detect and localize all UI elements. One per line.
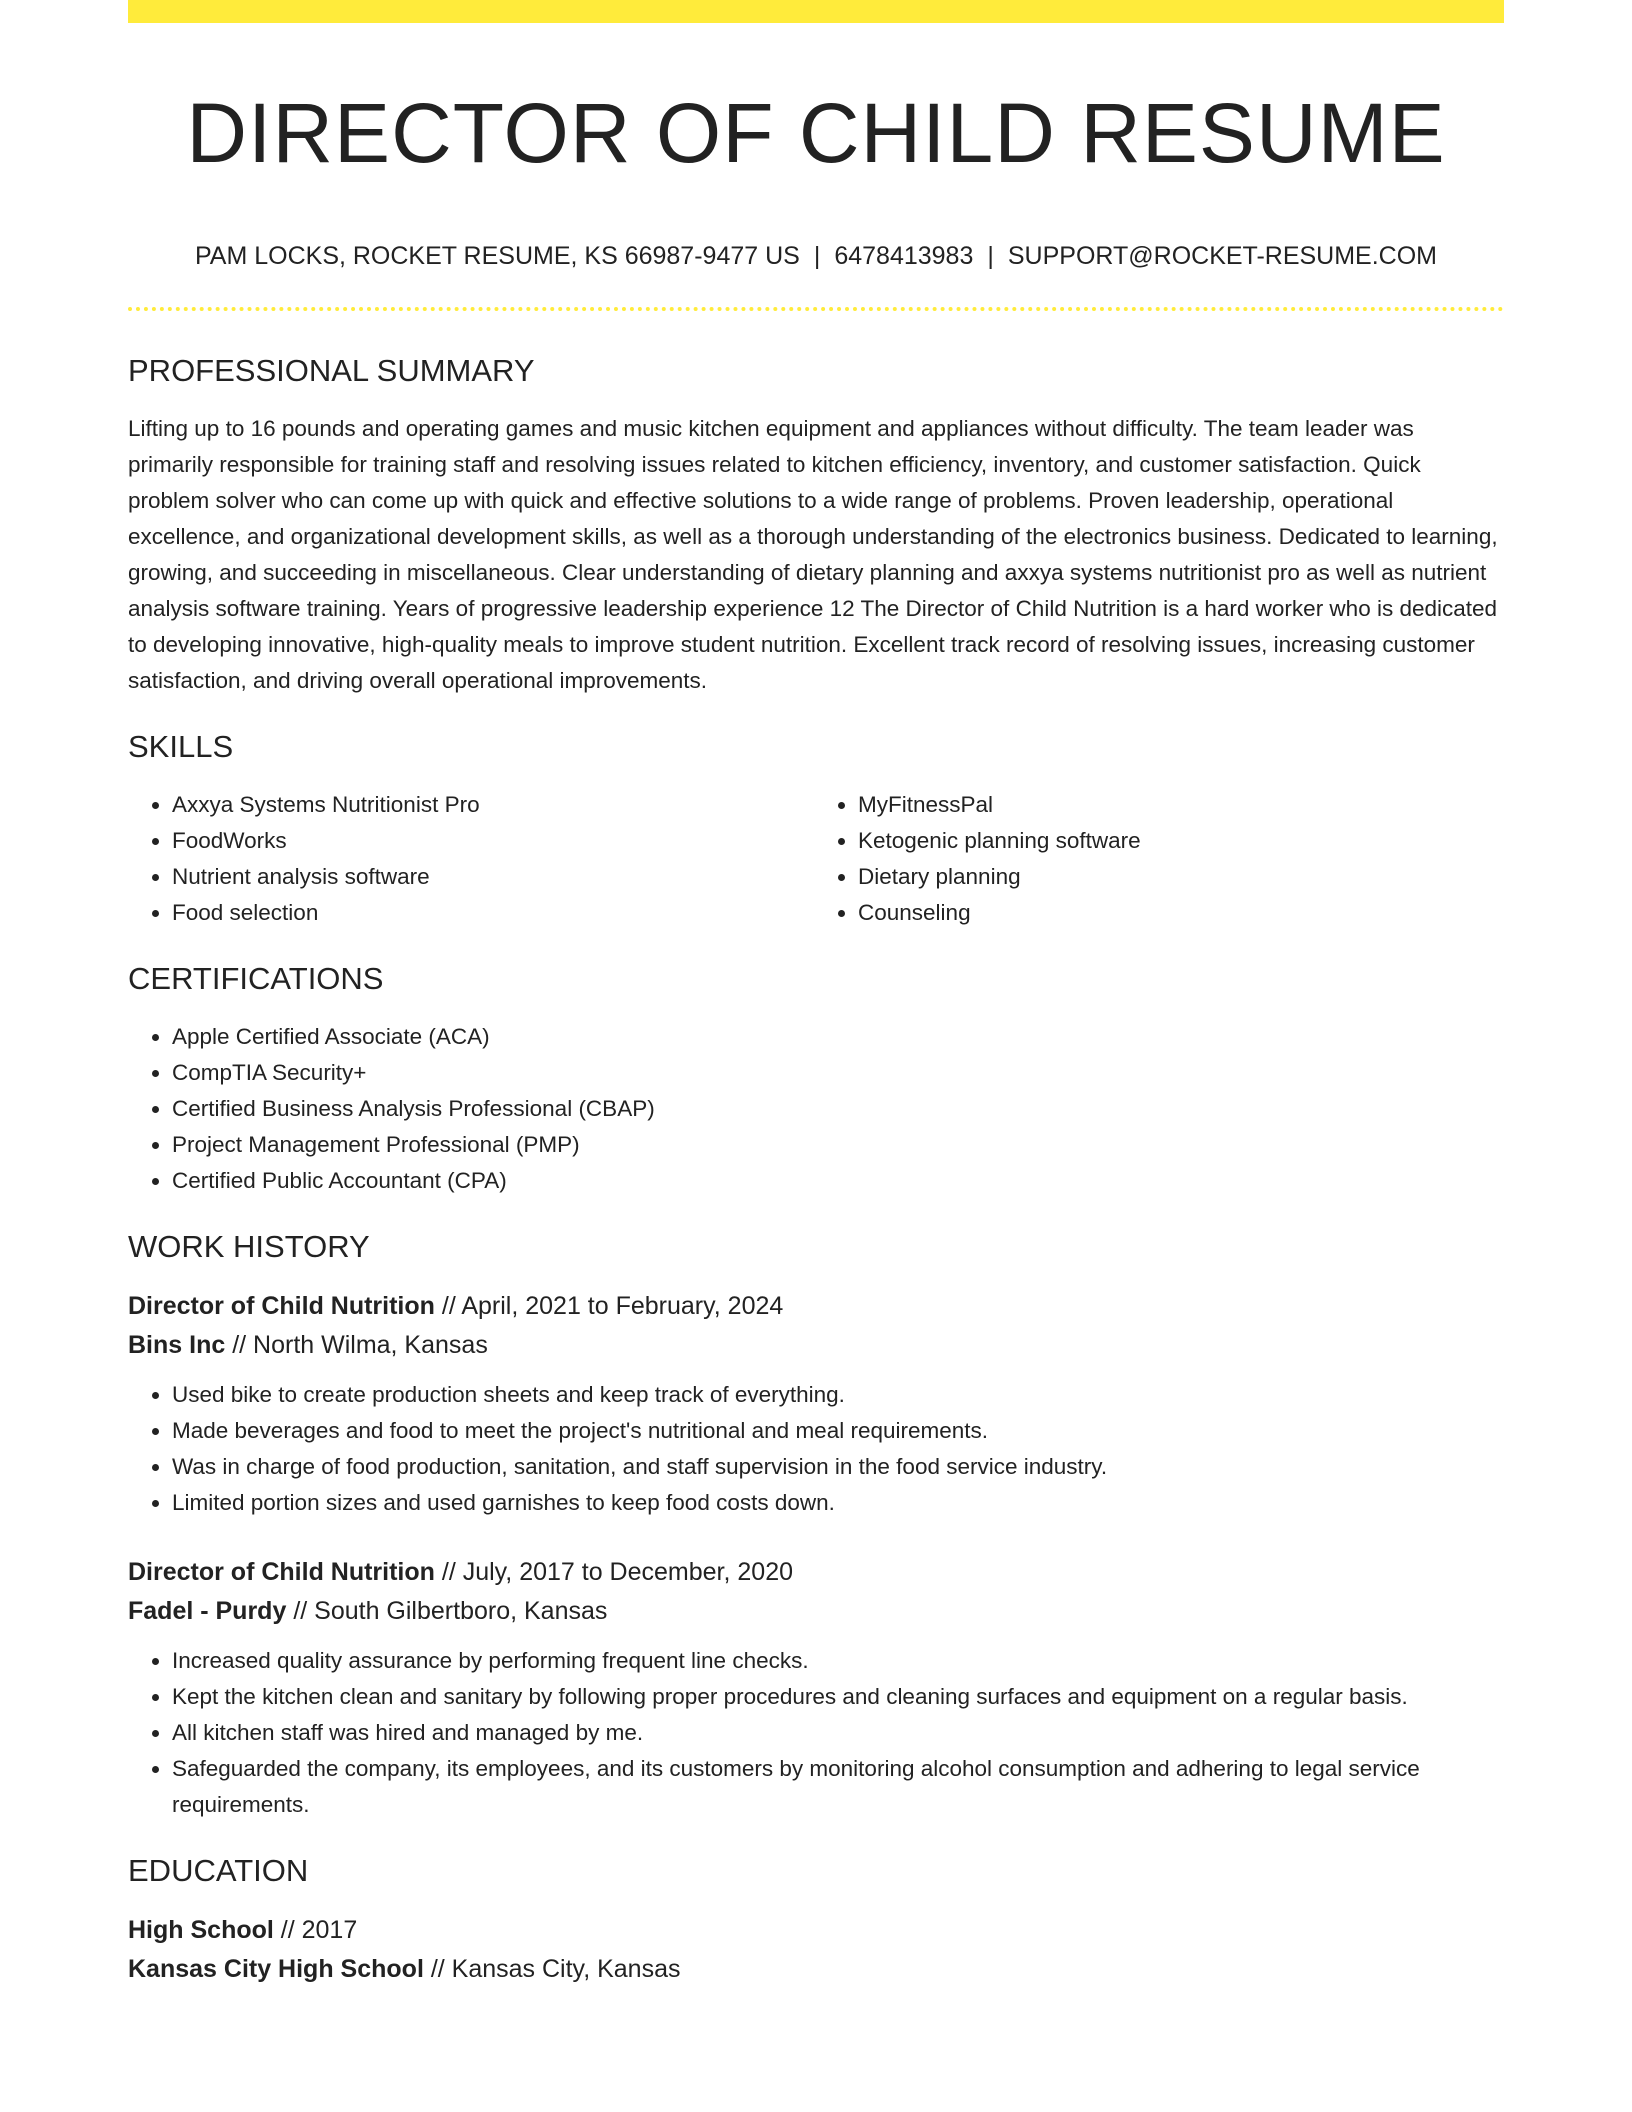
education-entry	[128, 1911, 1504, 1989]
education-degree: High School	[128, 1916, 274, 1944]
contact-phone: 6478413983	[834, 242, 974, 270]
skill-item: • MyFitnessPal	[858, 787, 1502, 823]
certification-item: • Certified Business Analysis Professional (CBAP)	[172, 1091, 1504, 1127]
job-company: Fadel - Purdy	[128, 1597, 287, 1625]
certification-item: • Apple Certified Associate (ACA)	[172, 1019, 1504, 1055]
education-year: // 2017	[273, 1916, 358, 1944]
certification-item: • CompTIA Security+	[172, 1055, 1504, 1091]
skills-columns	[128, 787, 1504, 931]
job-bullet: • Made beverages and food to meet the project's nutritional and meal requirements.	[172, 1413, 1504, 1449]
job-company: Bins Inc	[128, 1331, 226, 1359]
education-degree-line	[128, 1911, 1504, 1950]
skill-item: • Counseling	[858, 895, 1502, 931]
work-history-heading: WORK HISTORY	[128, 1229, 370, 1264]
work-history-section	[128, 1227, 1504, 1823]
job-dates: // April, 2021 to February, 2024	[434, 1292, 784, 1320]
job-company-line	[128, 1592, 1504, 1631]
contact-separator: |	[987, 242, 994, 270]
job-bullet: • Limited portion sizes and used garnishes to keep food costs down.	[172, 1485, 1504, 1521]
job-role: Director of Child Nutrition	[128, 1558, 435, 1586]
job-bullets	[128, 1377, 1504, 1521]
resume-title: DIRECTOR OF CHILD RESUME	[186, 86, 1446, 180]
skills-right-list	[814, 787, 1502, 931]
contact-separator: |	[813, 242, 821, 270]
summary-text: Lifting up to 16 pounds and operating games and music kitchen equipment and appliances without difficulty. The team leader was primarily responsible for training staff and resolving issues related to kitchen efficiency, inventory, and customer satisfaction. Quick problem solver who can come up with quick and effective solutions to a wide range of problems. Proven leadership, operational excellence, and organizational development skills, as well as a thorough understanding of the electronics business. Dedicated to learning, growing, and succeeding in miscellaneous. Clear understanding of dietary planning and axxya systems nutritionist pro as well as nutrient analysis software training. Years of progressive leadership experience 12 The Director of Child Nutrition is a hard worker who is dedicated to developing innovative, high-quality meals to improve student nutrition. Excellent track record of resolving issues, increasing customer satisfaction, and driving overall operational improvements.	[128, 416, 1498, 693]
job-dates: // July, 2017 to December, 2020	[434, 1558, 794, 1586]
job-bullet: • Increased quality assurance by performing frequent line checks.	[172, 1643, 1504, 1679]
contact-email: SUPPORT@ROCKET-RESUME.COM	[1007, 242, 1438, 270]
skill-item: • Dietary planning	[858, 859, 1502, 895]
education-school: Kansas City High School	[128, 1955, 424, 1983]
job-location: // North Wilma, Kansas	[225, 1331, 488, 1359]
skills-section	[128, 727, 1504, 931]
job-title-line	[128, 1287, 1504, 1326]
job-bullet: • Was in charge of food production, sanitation, and staff supervision in the food service industry.	[172, 1449, 1504, 1485]
job-location: // South Gilbertboro, Kansas	[286, 1597, 608, 1625]
certifications-heading: CERTIFICATIONS	[128, 961, 384, 996]
job-role: Director of Child Nutrition	[128, 1292, 435, 1320]
job-title-line	[128, 1553, 1504, 1592]
education-heading: EDUCATION	[128, 1853, 309, 1888]
job-entry	[128, 1553, 1504, 1823]
education-location: // Kansas City, Kansas	[423, 1955, 681, 1983]
job-bullet: • Kept the kitchen clean and sanitary by following proper procedures and cleaning surfaces and equipment on a regular basis.	[172, 1679, 1504, 1715]
skill-item: • Nutrient analysis software	[172, 859, 816, 895]
job-bullet: • Safeguarded the company, its employees, and its customers by monitoring alcohol consumption and adhering to legal service requirements.	[172, 1751, 1504, 1823]
skill-item: • Food selection	[172, 895, 816, 931]
education-school-line	[128, 1950, 1504, 1989]
skills-left-list	[128, 787, 816, 931]
skills-heading: SKILLS	[128, 729, 234, 764]
summary-heading: PROFESSIONAL SUMMARY	[128, 353, 535, 388]
job-bullets	[128, 1643, 1504, 1823]
top-accent-bar	[128, 0, 1504, 23]
job-entry	[128, 1287, 1504, 1521]
dotted-divider	[128, 307, 1504, 311]
education-section	[128, 1851, 1504, 1989]
contact-address: PAM LOCKS, ROCKET RESUME, KS 66987-9477 US	[194, 242, 800, 270]
certifications-section	[128, 959, 1504, 1199]
skill-item: • Axxya Systems Nutritionist Pro	[172, 787, 816, 823]
job-bullet: • Used bike to create production sheets and keep track of everything.	[172, 1377, 1504, 1413]
certification-item: • Certified Public Accountant (CPA)	[172, 1163, 1504, 1199]
contact-line	[128, 240, 1504, 272]
skill-item: • Ketogenic planning software	[858, 823, 1502, 859]
skill-item: • FoodWorks	[172, 823, 816, 859]
certification-item: • Project Management Professional (PMP)	[172, 1127, 1504, 1163]
certifications-list	[128, 1019, 1504, 1199]
job-company-line	[128, 1326, 1504, 1365]
job-bullet: • All kitchen staff was hired and managed by me.	[172, 1715, 1504, 1751]
resume-page	[128, 0, 1504, 1989]
